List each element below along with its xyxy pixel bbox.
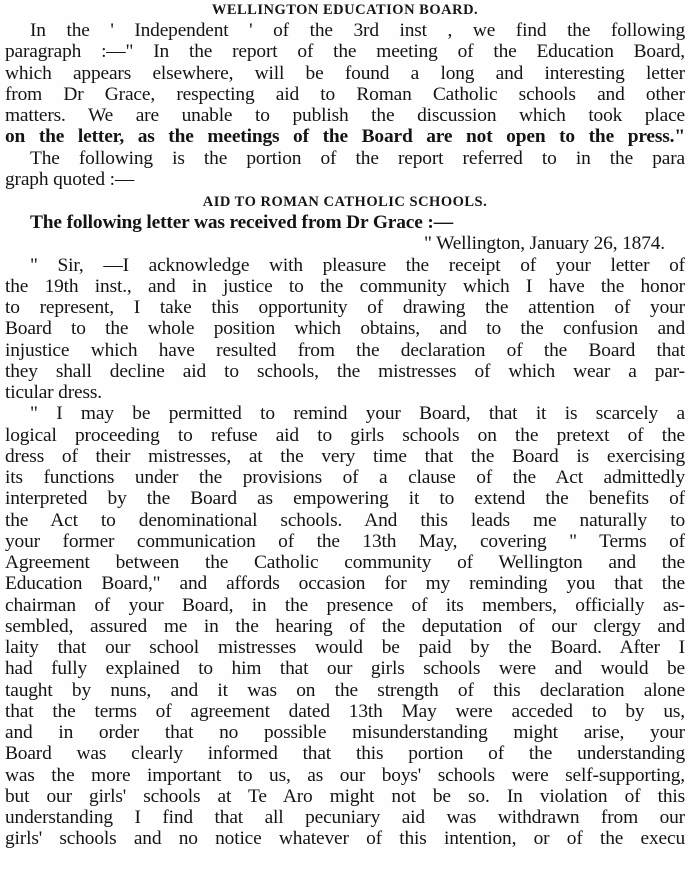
text-line: interpreted by the Board as empowering it to extend the benefits of	[5, 488, 685, 510]
intro-paragraphs	[5, 20, 685, 190]
text-line: chairman of your Board, in the presence of its members, officially as-	[5, 594, 685, 616]
text-line: which appears elsewhere, will be found a long and interesting letter	[5, 62, 685, 84]
text-line: its functions under the provisions of a clause of the Act admittedly	[5, 467, 685, 488]
letter-intro: The following letter was received from Dr Grace :—	[30, 212, 453, 233]
text-line: the 19th inst., and in justice to the community which I have the honor	[5, 275, 685, 297]
text-line: sembled, assured me in the hearing of the deputation of our clergy and	[5, 615, 685, 637]
text-line: your former communication of the 13th May, covering " Terms of	[5, 530, 685, 552]
text-line: injustice which have resulted from the declaration of the Board that	[5, 339, 685, 361]
text-line: understanding I find that all pecuniary aid was withdrawn from our	[5, 807, 685, 828]
text-line: Board to the whole position which obtains, and to the confusion and	[5, 318, 685, 340]
text-line: from Dr Grace, respecting aid to Roman Catholic schools and other	[5, 83, 685, 105]
text-line: that the terms of agreement dated 13th May were acceded to by us,	[5, 700, 685, 722]
text-line: In the ' Independent ' of the 3rd inst , we find the following	[30, 20, 685, 41]
text-line: dress of their mistresses, at the very time that the Board is exercising	[5, 445, 685, 467]
text-line: Board was clearly informed that this portion of the understanding	[5, 743, 685, 765]
text-line: " Sir, —I acknowledge with pleasure the receipt of your letter of	[30, 254, 685, 276]
text-line: girls' schools and no notice whatever of this intention, or of the execu	[5, 828, 685, 850]
text-line: matters. We are unable to publish the discussion which took place	[5, 105, 685, 126]
text-line: " I may be permitted to remind your Board, that it is scarcely a	[30, 403, 685, 425]
text-line: they shall decline aid to schools, the mistresses of which wear a par-	[5, 360, 685, 382]
text-line: logical proceeding to refuse aid to girls schools on the pretext of the	[5, 424, 685, 446]
text-line: on the letter, as the meetings of the Board are not open to the press."	[5, 126, 685, 148]
article-subheadline: AID TO ROMAN CATHOLIC SCHOOLS.	[202, 194, 488, 210]
article-headline: WELLINGTON EDUCATION BOARD.	[211, 2, 479, 18]
text-line: had fully explained to him that our girls schools were and would be	[5, 658, 685, 680]
text-line: Education Board," and affords occasion for my reminding you that the	[5, 573, 685, 595]
text-line: and in order that no possible misunderstanding might arise, your	[5, 722, 685, 743]
text-line: laity that our school mistresses would be paid by the Board. After I	[5, 637, 685, 658]
text-line: Agreement between the Catholic community of Wellington and the	[5, 552, 685, 573]
text-line: graph quoted :—	[5, 168, 135, 190]
text-line: taught by nuns, and it was on the strength of this declaration alone	[5, 679, 685, 701]
text-line: ticular dress.	[5, 382, 102, 403]
text-line: to represent, I take this opportunity of drawing the attention of your	[5, 297, 685, 318]
text-line: paragraph :—" In the report of the meeting of the Education Board,	[5, 41, 685, 63]
text-line: was the more important to us, as our boys' schools were self-supporting,	[5, 764, 685, 786]
letter-body	[5, 255, 685, 850]
text-line: The following is the portion of the report referred to in the para	[30, 147, 685, 169]
text-line: the Act to denominational schools. And this leads me naturally to	[5, 509, 685, 531]
text-line: but our girls' schools at Te Aro might not be so. In violation of this	[5, 785, 685, 807]
letter-dateline: " Wellington, January 26, 1874.	[423, 233, 665, 255]
